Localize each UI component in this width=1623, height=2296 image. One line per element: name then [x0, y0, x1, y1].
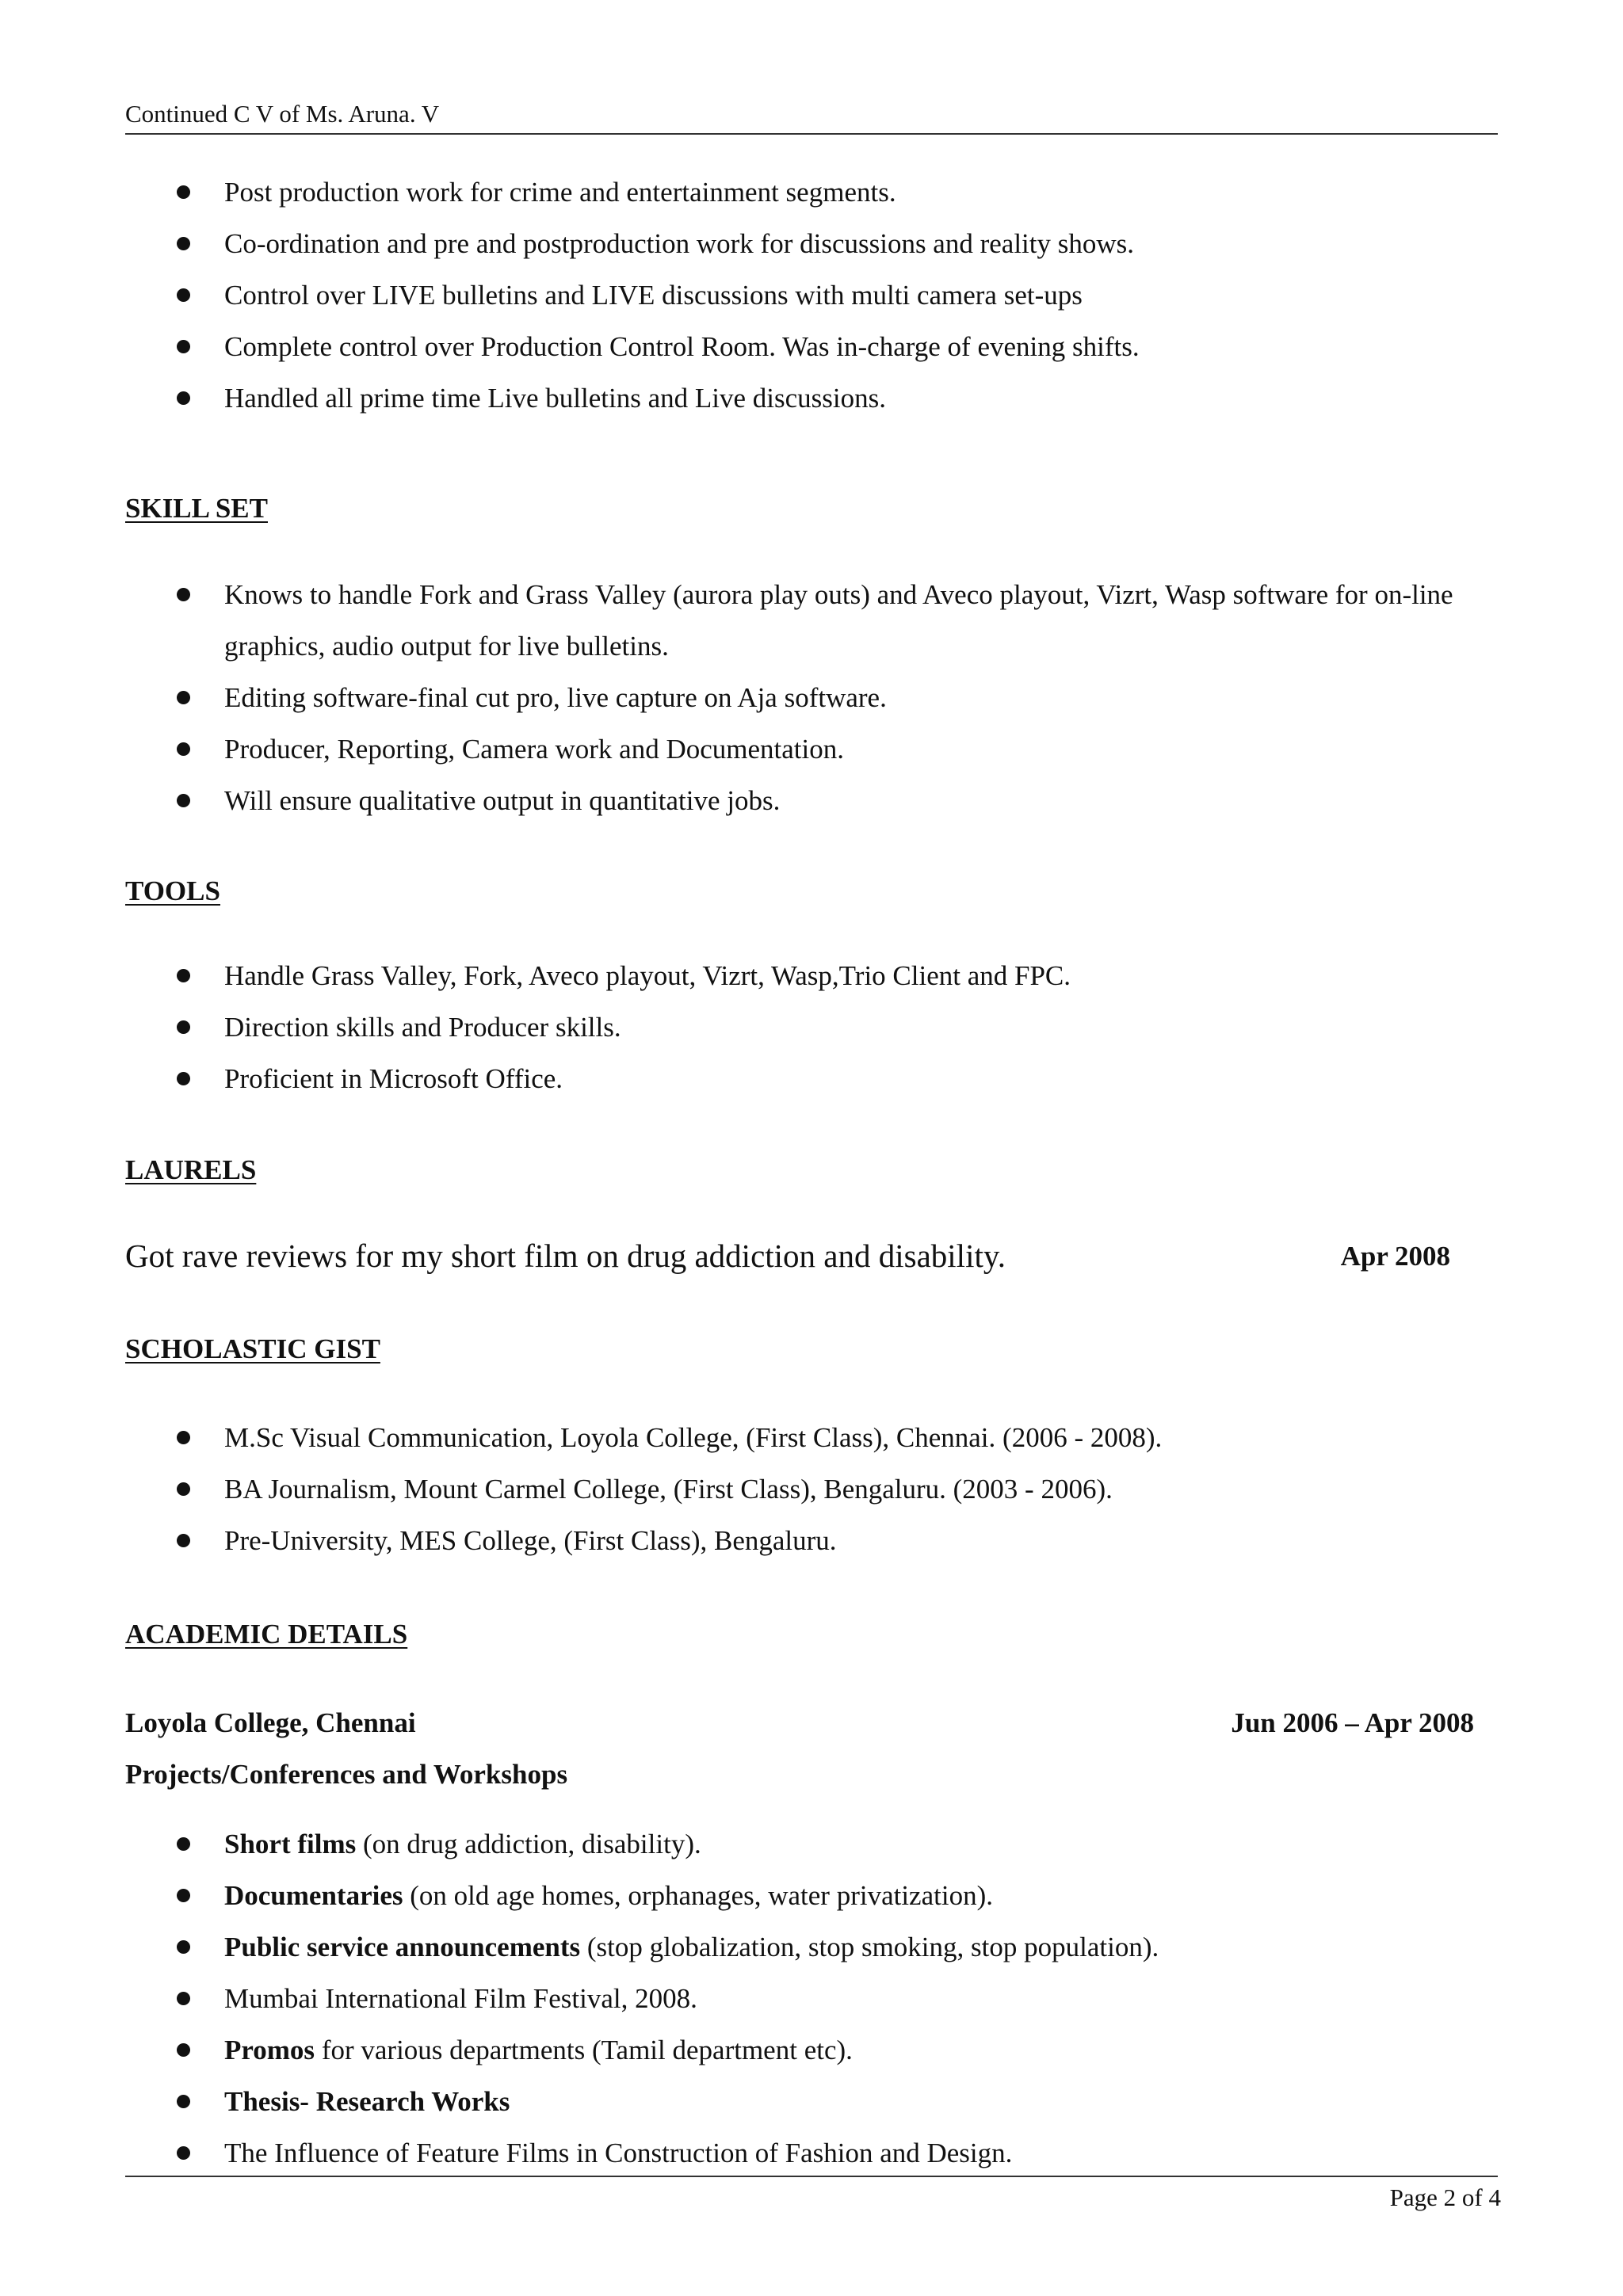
list-item: Will ensure qualitative output in quantitative jobs.: [125, 775, 1498, 826]
projects-subheading: Projects/Conferences and Workshops: [125, 1759, 568, 1790]
list-item: Promos for various departments (Tamil department etc).: [125, 2024, 1498, 2076]
bullet-icon: [177, 1940, 190, 1954]
projects-list: [125, 1818, 1498, 2179]
bullet-icon: [177, 391, 190, 405]
list-item: BA Journalism, Mount Carmel College, (First Class), Bengaluru. (2003 - 2006).: [125, 1463, 1498, 1515]
academic-institution-row: [125, 1707, 1474, 1747]
bullet-icon: [177, 288, 190, 302]
list-item: Complete control over Production Control Room. Was in-charge of evening shifts.: [125, 321, 1498, 372]
institution-period: Jun 2006 – Apr 2008: [1231, 1707, 1474, 1738]
list-item: Documentaries (on old age homes, orphanages, water privatization).: [125, 1870, 1498, 1921]
bullet-icon: [177, 1072, 190, 1085]
institution-name: Loyola College, Chennai: [125, 1707, 416, 1738]
laurel-entry: [125, 1236, 1450, 1283]
bullet-icon: [177, 237, 190, 250]
bullet-icon: [177, 2095, 190, 2108]
page-number: Page 2 of 4: [1389, 2183, 1501, 2211]
scholastic-list: [125, 1412, 1498, 1566]
list-item: Mumbai International Film Festival, 2008.: [125, 1973, 1498, 2024]
tools-heading: TOOLS: [125, 875, 220, 906]
list-item: Co-ordination and pre and postproduction work for discussions and reality shows.: [125, 218, 1498, 269]
bullet-icon: [177, 340, 190, 353]
header-rule: [125, 133, 1498, 135]
list-item: Knows to handle Fork and Grass Valley (aurora play outs) and Aveco playout, Vizrt, Wasp software for on-line graphics, audio output for live bulletins.: [125, 569, 1498, 672]
list-item: Post production work for crime and entertainment segments.: [125, 166, 1498, 218]
list-item: Thesis- Research Works: [125, 2076, 1498, 2127]
bullet-icon: [177, 1534, 190, 1547]
list-item: Short films (on drug addiction, disability).: [125, 1818, 1498, 1870]
laurel-text: Got rave reviews for my short film on drug addiction and disability.: [125, 1238, 1006, 1274]
list-item: Pre-University, MES College, (First Class), Bengaluru.: [125, 1515, 1498, 1566]
bullet-icon: [177, 691, 190, 704]
bullet-icon: [177, 742, 190, 756]
experience-list: [125, 166, 1498, 424]
bullet-icon: [177, 1482, 190, 1496]
bullet-icon: [177, 2146, 190, 2160]
list-item: Public service announcements (stop globalization, stop smoking, stop population).: [125, 1921, 1498, 1973]
bullet-icon: [177, 969, 190, 982]
skill-set-list: [125, 569, 1498, 826]
list-item: Direction skills and Producer skills.: [125, 1001, 1498, 1053]
bullet-icon: [177, 1889, 190, 1902]
bullet-icon: [177, 1020, 190, 1034]
list-item: Proficient in Microsoft Office.: [125, 1053, 1498, 1104]
list-item: Handled all prime time Live bulletins and Live discussions.: [125, 372, 1498, 424]
page-header: Continued C V of Ms. Aruna. V: [125, 100, 440, 128]
bullet-icon: [177, 185, 190, 199]
tools-list: [125, 950, 1498, 1104]
scholastic-heading: SCHOLASTIC GIST: [125, 1333, 380, 1364]
bullet-icon: [177, 2043, 190, 2057]
bullet-icon: [177, 588, 190, 601]
academic-heading: ACADEMIC DETAILS: [125, 1619, 408, 1650]
bullet-icon: [177, 1837, 190, 1851]
list-item: Control over LIVE bulletins and LIVE discussions with multi camera set-ups: [125, 269, 1498, 321]
laurels-heading: LAURELS: [125, 1154, 257, 1185]
list-item: M.Sc Visual Communication, Loyola College, (First Class), Chennai. (2006 - 2008).: [125, 1412, 1498, 1463]
bullet-icon: [177, 794, 190, 807]
footer-rule: [125, 2176, 1498, 2177]
skill-set-heading: SKILL SET: [125, 493, 268, 524]
laurel-date: Apr 2008: [1340, 1241, 1450, 1272]
bullet-icon: [177, 1431, 190, 1444]
list-item: Handle Grass Valley, Fork, Aveco playout, Vizrt, Wasp,Trio Client and FPC.: [125, 950, 1498, 1001]
list-item: The Influence of Feature Films in Construction of Fashion and Design.: [125, 2127, 1498, 2179]
bullet-icon: [177, 1992, 190, 2005]
list-item: Editing software-final cut pro, live capture on Aja software.: [125, 672, 1498, 723]
list-item: Producer, Reporting, Camera work and Documentation.: [125, 723, 1498, 775]
